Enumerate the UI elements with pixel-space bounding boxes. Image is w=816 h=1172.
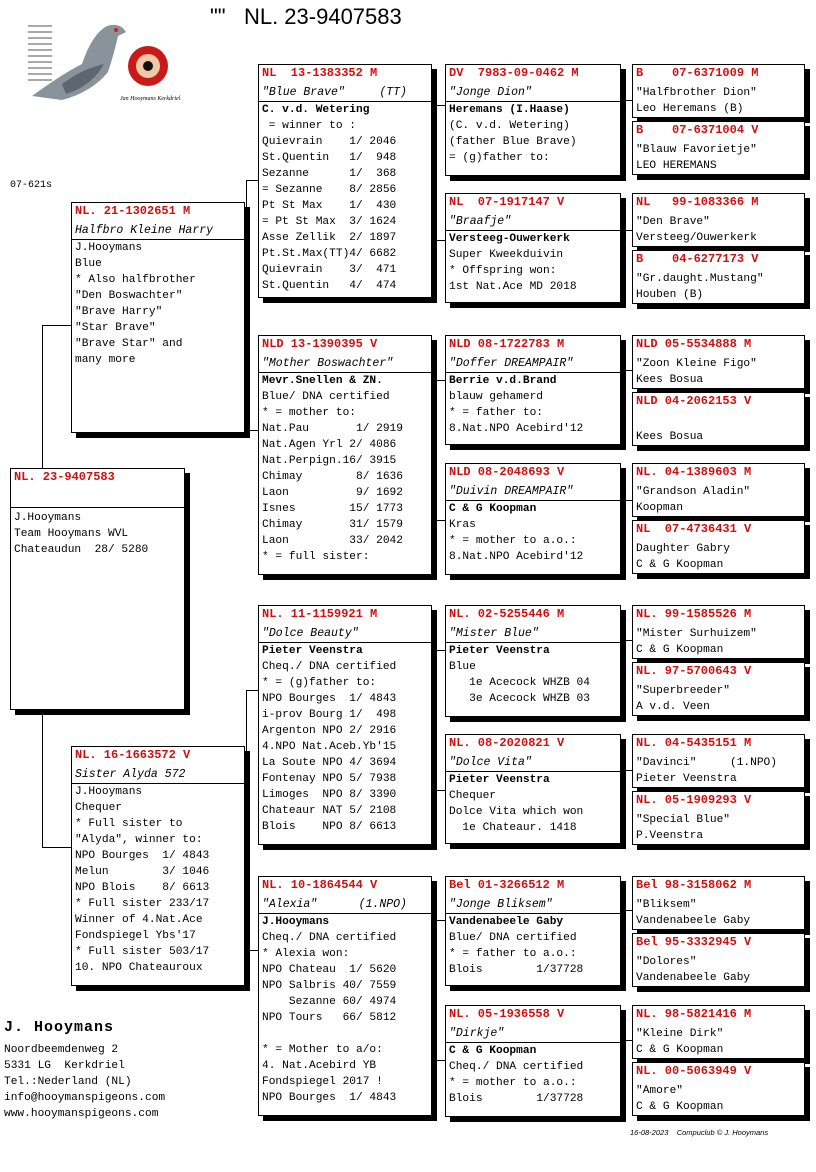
ancestor-card[interactable] xyxy=(632,1005,805,1059)
side-code: 07-621s xyxy=(10,180,53,191)
pedigree-line: 1st Nat.Ace MD 2018 xyxy=(449,281,577,293)
pigeon-name: "Duivin DREAMPAIR" xyxy=(446,484,620,501)
pedigree-line: Blois 1/37728 xyxy=(449,964,584,976)
pedigree-line: Blois NPO 8/ 6613 xyxy=(262,821,397,833)
owner: C & G Koopman xyxy=(449,1045,537,1057)
owner: C & G Koopman xyxy=(636,559,724,571)
ring-number: NLD 08-1722783 M xyxy=(449,337,565,351)
ring-number: NL. 98-5821416 M xyxy=(636,1007,752,1021)
pedigree-line: NPO Bourges 1/ 4843 xyxy=(262,1092,397,1104)
pedigree-line: = Pt St Max 3/ 1624 xyxy=(262,216,397,228)
grandparent-card[interactable] xyxy=(258,605,432,845)
owner: Pieter Veenstra xyxy=(262,645,363,657)
pedigree-line: Blue/ DNA certified xyxy=(262,391,390,403)
pigeon-name: "Grandson Aladin" xyxy=(636,486,751,498)
ancestor-card[interactable] xyxy=(632,520,805,574)
pedigree-line: Blue xyxy=(449,661,476,673)
pedigree-line: Blois 1/37728 xyxy=(449,1093,584,1105)
owner: Pieter Veenstra xyxy=(636,773,737,785)
pedigree-line: NPO Salbris 40/ 7559 xyxy=(262,980,397,992)
ancestor-card[interactable] xyxy=(632,250,805,304)
pedigree-line: * = mother to: xyxy=(262,407,356,419)
owner: C & G Koopman xyxy=(636,1101,724,1113)
ring-number: NL. 11-1159921 M xyxy=(262,607,378,621)
pedigree-line: Pt St Max 1/ 430 xyxy=(262,200,397,212)
mother-card[interactable] xyxy=(71,746,245,986)
ancestor-card[interactable] xyxy=(632,193,805,247)
ancestor-card[interactable] xyxy=(632,64,805,118)
owner: C & G Koopman xyxy=(636,644,724,656)
ring-number: NL. 02-5255446 M xyxy=(449,607,565,621)
pigeon-name: "Gr.daught.Mustang" xyxy=(636,273,764,285)
pigeon-name: "Dolce Vita" xyxy=(446,755,620,772)
ring-number: Bel 01-3266512 M xyxy=(449,878,565,892)
pedigree-line: Chequer xyxy=(449,790,496,802)
owner: Mevr.Snellen & ZN. xyxy=(262,375,383,387)
pigeon-name xyxy=(633,413,804,429)
ring-number: NL. 99-1585526 M xyxy=(636,607,752,621)
owner: Houben (B) xyxy=(636,289,704,301)
pedigree-line: * = Mother to a/o: xyxy=(262,1044,383,1056)
ancestor-card[interactable] xyxy=(632,734,805,788)
pigeon-name: "Special Blue" xyxy=(636,814,730,826)
pedigree-line: Nat.Pau 1/ 2919 xyxy=(262,423,403,435)
pedigree-line: = Sezanne 8/ 2856 xyxy=(262,184,397,196)
owner: Koopman xyxy=(636,502,683,514)
pedigree-line: many more xyxy=(75,354,136,366)
breeder-city: 5331 LG Kerkdriel xyxy=(4,1060,125,1072)
pedigree-line: Sezanne 60/ 4974 xyxy=(262,996,397,1008)
pigeon-name: "Amore" xyxy=(636,1085,683,1097)
pedigree-line: Chequer xyxy=(75,802,122,814)
pedigree-line: "Brave Star" and xyxy=(75,338,183,350)
owner: A v.d. Veen xyxy=(636,701,710,713)
ring-number: NL 13-1383352 M xyxy=(262,66,378,80)
pedigree-line: Dolce Vita which won xyxy=(449,806,584,818)
pedigree-line: St.Quentin 4/ 474 xyxy=(262,280,397,292)
pigeon-name: "Zoon Kleine Figo" xyxy=(636,358,757,370)
ring-number: NL. 04-5435151 M xyxy=(636,736,752,750)
pedigree-line: Quievrain 1/ 2046 xyxy=(262,136,397,148)
great-grandparent-card[interactable] xyxy=(445,1005,621,1117)
ring-number: Bel 98-3158062 M xyxy=(636,878,752,892)
pigeon-name: "Jonge Dion" xyxy=(446,85,620,102)
pedigree-line: 8.Nat.NPO Acebird'12 xyxy=(449,551,584,563)
subject-card[interactable] xyxy=(10,468,185,710)
subject-line: J.Hooymans xyxy=(14,512,82,524)
pedigree-line: 1e Acecock WHZB 04 xyxy=(449,677,590,689)
pedigree-line: NPO Bourges 1/ 4843 xyxy=(262,693,397,705)
pedigree-line: "Alyda", winner to: xyxy=(75,834,203,846)
pedigree-line xyxy=(259,1026,431,1042)
pedigree-line: * Full sister to xyxy=(75,818,183,830)
pedigree-line: Asse Zellik 2/ 1897 xyxy=(262,232,397,244)
pedigree-line: 3e Acecock WHZB 03 xyxy=(449,693,590,705)
owner: Versteeg/Ouwerkerk xyxy=(636,232,757,244)
pedigree-line: * = father to: xyxy=(449,407,543,419)
ring-number: DV 7983-09-0462 M xyxy=(449,66,579,80)
pigeon-name: Sister Alyda 572 xyxy=(72,767,244,784)
subject-line: Chateaudun 28/ 5280 xyxy=(14,544,149,556)
pedigree-line: Winner of 4.Nat.Ace xyxy=(75,914,203,926)
ancestor-card[interactable] xyxy=(632,791,805,845)
pedigree-line: Chimay 31/ 1579 xyxy=(262,519,403,531)
ring-number: NL. 05-1909293 V xyxy=(636,793,752,807)
pedigree-line: "Den Boswachter" xyxy=(75,290,183,302)
pedigree-line: Fontenay NPO 5/ 7938 xyxy=(262,773,397,785)
pedigree-line: Melun 3/ 1046 xyxy=(75,866,210,878)
pedigree-line: St.Quentin 1/ 948 xyxy=(262,152,397,164)
pedigree-line: * = full sister: xyxy=(262,551,370,563)
pedigree-line: * Alexia won: xyxy=(262,948,350,960)
pedigree-line: i-prov Bourg 1/ 498 xyxy=(262,709,397,721)
ring-number: NL 99-1083366 M xyxy=(636,195,759,209)
pedigree-line: Nat.Perpign.16/ 3915 xyxy=(262,455,397,467)
pigeon-name: "Kleine Dirk" xyxy=(636,1028,724,1040)
pigeon-name: "Mister Surhuizem" xyxy=(636,628,757,640)
pigeon-name: Halfbro Kleine Harry xyxy=(72,223,244,240)
grandparent-card[interactable] xyxy=(258,64,432,298)
ring-number: NL. 16-1663572 V xyxy=(75,748,191,762)
pedigree-line: Pt.St.Max(TT)4/ 6682 xyxy=(262,248,397,260)
pigeon-name: "Blauw Favorietje" xyxy=(636,144,757,156)
ring-number: NL. 08-2020821 V xyxy=(449,736,565,750)
pedigree-line: Blue/ DNA certified xyxy=(449,932,577,944)
ancestor-card[interactable] xyxy=(632,933,805,987)
pigeon-name: "Braafje" xyxy=(446,214,620,231)
owner: Kees Bosua xyxy=(636,374,704,386)
ancestor-card[interactable] xyxy=(632,662,805,716)
ancestor-card[interactable] xyxy=(632,605,805,659)
pigeon-name: "Mister Blue" xyxy=(446,626,620,643)
pedigree-line: NPO Bourges 1/ 4843 xyxy=(75,850,210,862)
breeder-website[interactable]: www.hooymanspigeons.com xyxy=(4,1108,159,1120)
breeder-address: Noordbeemdenweg 2 xyxy=(4,1044,119,1056)
ancestor-card[interactable] xyxy=(632,876,805,930)
pedigree-line: * Full sister 233/17 xyxy=(75,898,210,910)
ring-number: NL. 23-9407583 xyxy=(11,469,184,508)
pedigree-line: Limoges NPO 8/ 3390 xyxy=(262,789,397,801)
ring-number: NL. 21-1302651 M xyxy=(75,204,191,218)
pedigree-line: Isnes 15/ 1773 xyxy=(262,503,403,515)
pedigree-line: NPO Chateau 1/ 5620 xyxy=(262,964,397,976)
pedigree-line: NPO Tours 66/ 5812 xyxy=(262,1012,397,1024)
page-title: "" NL. 23-9407583 xyxy=(210,4,402,29)
great-grandparent-card[interactable] xyxy=(445,876,621,986)
great-grandparent-card[interactable] xyxy=(445,605,621,717)
ring-number: NLD 08-2048693 V xyxy=(449,465,565,479)
owner: Vandenabeele Gaby xyxy=(449,916,564,928)
pedigree-line: * Also halfbrother xyxy=(75,274,196,286)
owner: Pieter Veenstra xyxy=(449,774,550,786)
owner: Pieter Veenstra xyxy=(449,645,550,657)
owner: J.Hooymans xyxy=(262,916,330,928)
ring-number: B 04-6277173 V xyxy=(636,252,759,266)
pedigree-line: * Full sister 503/17 xyxy=(75,946,210,958)
pigeon-name: "Halfbrother Dion" xyxy=(636,87,757,99)
pedigree-line: Fondspiegel Ybs'17 xyxy=(75,930,196,942)
owner: Kees Bosua xyxy=(636,431,704,443)
pigeon-name: "Dolores" xyxy=(636,956,697,968)
pedigree-line: Laon 9/ 1692 xyxy=(262,487,403,499)
pedigree-line: * = (g)father to: xyxy=(262,677,377,689)
pedigree-line: Nat.Agen Yrl 2/ 4086 xyxy=(262,439,397,451)
ring-number: NL. 10-1864544 V xyxy=(262,878,378,892)
pedigree-line: * = father to a.o.: xyxy=(449,948,577,960)
pedigree-line: Cheq./ DNA certified xyxy=(262,932,397,944)
pedigree-line: 10. NPO Chateauroux xyxy=(75,962,203,974)
logo xyxy=(22,14,182,114)
ring-number: B 07-6371004 V xyxy=(636,123,759,137)
pedigree-line: J.Hooymans xyxy=(75,786,143,798)
pedigree-line: 4. Nat.Acebird YB xyxy=(262,1060,377,1072)
pedigree-line: = (g)father to: xyxy=(449,152,550,164)
pedigree-line: Chimay 8/ 1636 xyxy=(262,471,403,483)
pigeon-name: "Alexia" (1.NPO) xyxy=(259,897,431,914)
pedigree-line: "Brave Harry" xyxy=(75,306,163,318)
great-grandparent-card[interactable] xyxy=(445,193,621,303)
pedigree-line: Sezanne 1/ 368 xyxy=(262,168,397,180)
pedigree-line: Kras xyxy=(449,519,476,531)
great-grandparent-card[interactable] xyxy=(445,335,621,445)
pedigree-line: * = mother to a.o.: xyxy=(449,1077,577,1089)
ancestor-card[interactable] xyxy=(632,463,805,517)
pedigree-line: Argenton NPO 2/ 2916 xyxy=(262,725,397,737)
pigeon-name: "Superbreeder" xyxy=(636,685,730,697)
grandparent-card[interactable] xyxy=(258,335,432,575)
great-grandparent-card[interactable] xyxy=(445,463,621,575)
owner: Berrie v.d.Brand xyxy=(449,375,557,387)
ring-number: Bel 95-3332945 V xyxy=(636,935,752,949)
ancestor-card[interactable] xyxy=(632,1062,805,1116)
father-card[interactable] xyxy=(71,202,245,433)
ancestor-card[interactable] xyxy=(632,335,805,389)
pedigree-line: 4.NPO Nat.Aceb.Yb'15 xyxy=(262,741,397,753)
ring-number: B 07-6371009 M xyxy=(636,66,759,80)
pigeon-name: "Blue Brave" (TT) xyxy=(259,85,431,102)
footer-credit: 16-08-2023 Compuclub © J. Hooymans xyxy=(630,1128,769,1137)
ring-number: NLD 13-1390395 V xyxy=(262,337,378,351)
pigeon-name: "Den Brave" xyxy=(636,216,710,228)
logo-text: Jan Hooymans Kerkdriel xyxy=(120,96,181,102)
pedigree-line: Chateaur NAT 5/ 2108 xyxy=(262,805,397,817)
pedigree-line: 1e Chateaur. 1418 xyxy=(449,822,577,834)
pigeon-name: "Jonge Bliksem" xyxy=(446,897,620,914)
pigeon-name: "Mother Boswachter" xyxy=(259,356,431,373)
pedigree-line: * Offspring won: xyxy=(449,265,557,277)
owner: C. v.d. Wetering xyxy=(262,104,370,116)
pigeon-name: "Dolce Beauty" xyxy=(259,626,431,643)
pedigree-line: Laon 33/ 2042 xyxy=(262,535,403,547)
pedigree-line: NPO Blois 8/ 6613 xyxy=(75,882,210,894)
ring-number: NL. 04-1389603 M xyxy=(636,465,752,479)
ring-number: NLD 04-2062153 V xyxy=(636,394,752,408)
pigeon-name: "Doffer DREAMPAIR" xyxy=(446,356,620,373)
pedigree-line: 8.Nat.NPO Acebird'12 xyxy=(449,423,584,435)
ancestor-card[interactable] xyxy=(632,121,805,175)
owner: Vandenabeele Gaby xyxy=(636,972,751,984)
pedigree-line: J.Hooymans xyxy=(75,242,143,254)
pedigree-line: (father Blue Brave) xyxy=(449,136,577,148)
pedigree-line: Super Kweekduivin xyxy=(449,249,564,261)
owner: Versteeg-Ouwerkerk xyxy=(449,233,570,245)
great-grandparent-card[interactable] xyxy=(445,734,621,844)
ring-number: NL. 05-1936558 V xyxy=(449,1007,565,1021)
pedigree-line: blauw gehamerd xyxy=(449,391,543,403)
owner: Heremans (I.Haase) xyxy=(449,104,570,116)
great-grandparent-card[interactable] xyxy=(445,64,621,176)
pedigree-line: Fondspiegel 2017 ! xyxy=(262,1076,383,1088)
pedigree-line: Quievrain 3/ 471 xyxy=(262,264,397,276)
owner: Leo Heremans (B) xyxy=(636,103,744,115)
pedigree-line: Cheq./ DNA certified xyxy=(262,661,397,673)
pigeon-name: "Dirkje" xyxy=(446,1026,620,1043)
pigeon-name: "Davinci" (1.NPO) xyxy=(636,757,777,769)
pedigree-line: = winner to : xyxy=(262,120,356,132)
subject-line: Team Hooymans WVL xyxy=(14,528,129,540)
pedigree-line: (C. v.d. Wetering) xyxy=(449,120,570,132)
owner: Vandenabeele Gaby xyxy=(636,915,751,927)
ring-number: NL. 97-5700643 V xyxy=(636,664,752,678)
ring-number: NL 07-1917147 V xyxy=(449,195,565,209)
owner: C & G Koopman xyxy=(449,503,537,515)
breeder-info xyxy=(4,1018,165,1122)
pedigree-line: * = mother to a.o.: xyxy=(449,535,577,547)
pedigree-line: "Star Brave" xyxy=(75,322,156,334)
ring-number: NLD 05-5534888 M xyxy=(636,337,752,351)
owner: LEO HEREMANS xyxy=(636,160,717,172)
pigeon-name: "Bliksem" xyxy=(636,899,697,911)
ring-number: NL. 00-5063949 V xyxy=(636,1064,752,1078)
pedigree-line: La Soute NPO 4/ 3694 xyxy=(262,757,397,769)
grandparent-card[interactable] xyxy=(258,876,432,1116)
owner: P.Veenstra xyxy=(636,830,704,842)
breeder-name: J. Hooymans xyxy=(4,1019,115,1036)
breeder-email[interactable]: info@hooymanspigeons.com xyxy=(4,1092,166,1104)
ring-number: NL 07-4736431 V xyxy=(636,522,752,536)
pedigree-line: Cheq./ DNA certified xyxy=(449,1061,584,1073)
owner: C & G Koopman xyxy=(636,1044,724,1056)
pedigree-line: Blue xyxy=(75,258,102,270)
pigeon-name: Daughter Gabry xyxy=(636,543,730,555)
ancestor-card[interactable] xyxy=(632,392,805,446)
breeder-phone: Tel.:Nederland (NL) xyxy=(4,1076,132,1088)
pigeon-logo-icon xyxy=(22,14,182,114)
